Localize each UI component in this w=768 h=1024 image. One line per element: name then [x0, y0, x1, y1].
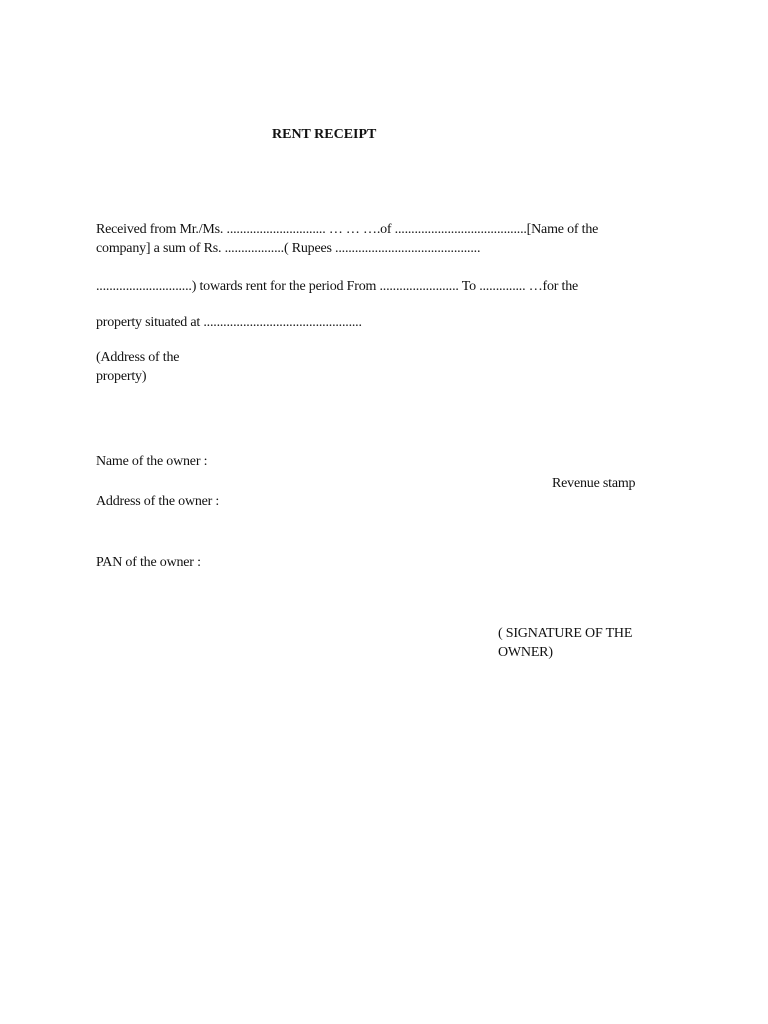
owner-name-label: Name of the owner :	[96, 454, 208, 469]
owner-pan-label: PAN of the owner :	[96, 555, 201, 570]
signature-line-2: OWNER)	[498, 645, 553, 660]
page-title: RENT RECEIPT	[272, 127, 377, 142]
received-from-line: Received from Mr./Ms. .............................. … … ….of ........................................[Name of the	[96, 222, 599, 237]
owner-address-label: Address of the owner :	[96, 494, 220, 509]
sum-line: company] a sum of Rs. ..................( Rupees ............................................	[96, 241, 481, 256]
address-of-property-line-1: (Address of the	[96, 350, 180, 365]
rent-period-line: .............................) towards rent for the period From ........................ To .............. …for the	[96, 279, 579, 294]
signature-line-1: ( SIGNATURE OF THE	[498, 626, 633, 641]
address-of-property-line-2: property)	[96, 369, 147, 384]
revenue-stamp-label: Revenue stamp	[552, 476, 636, 491]
property-situated-line: property situated at ................................................	[96, 315, 362, 330]
